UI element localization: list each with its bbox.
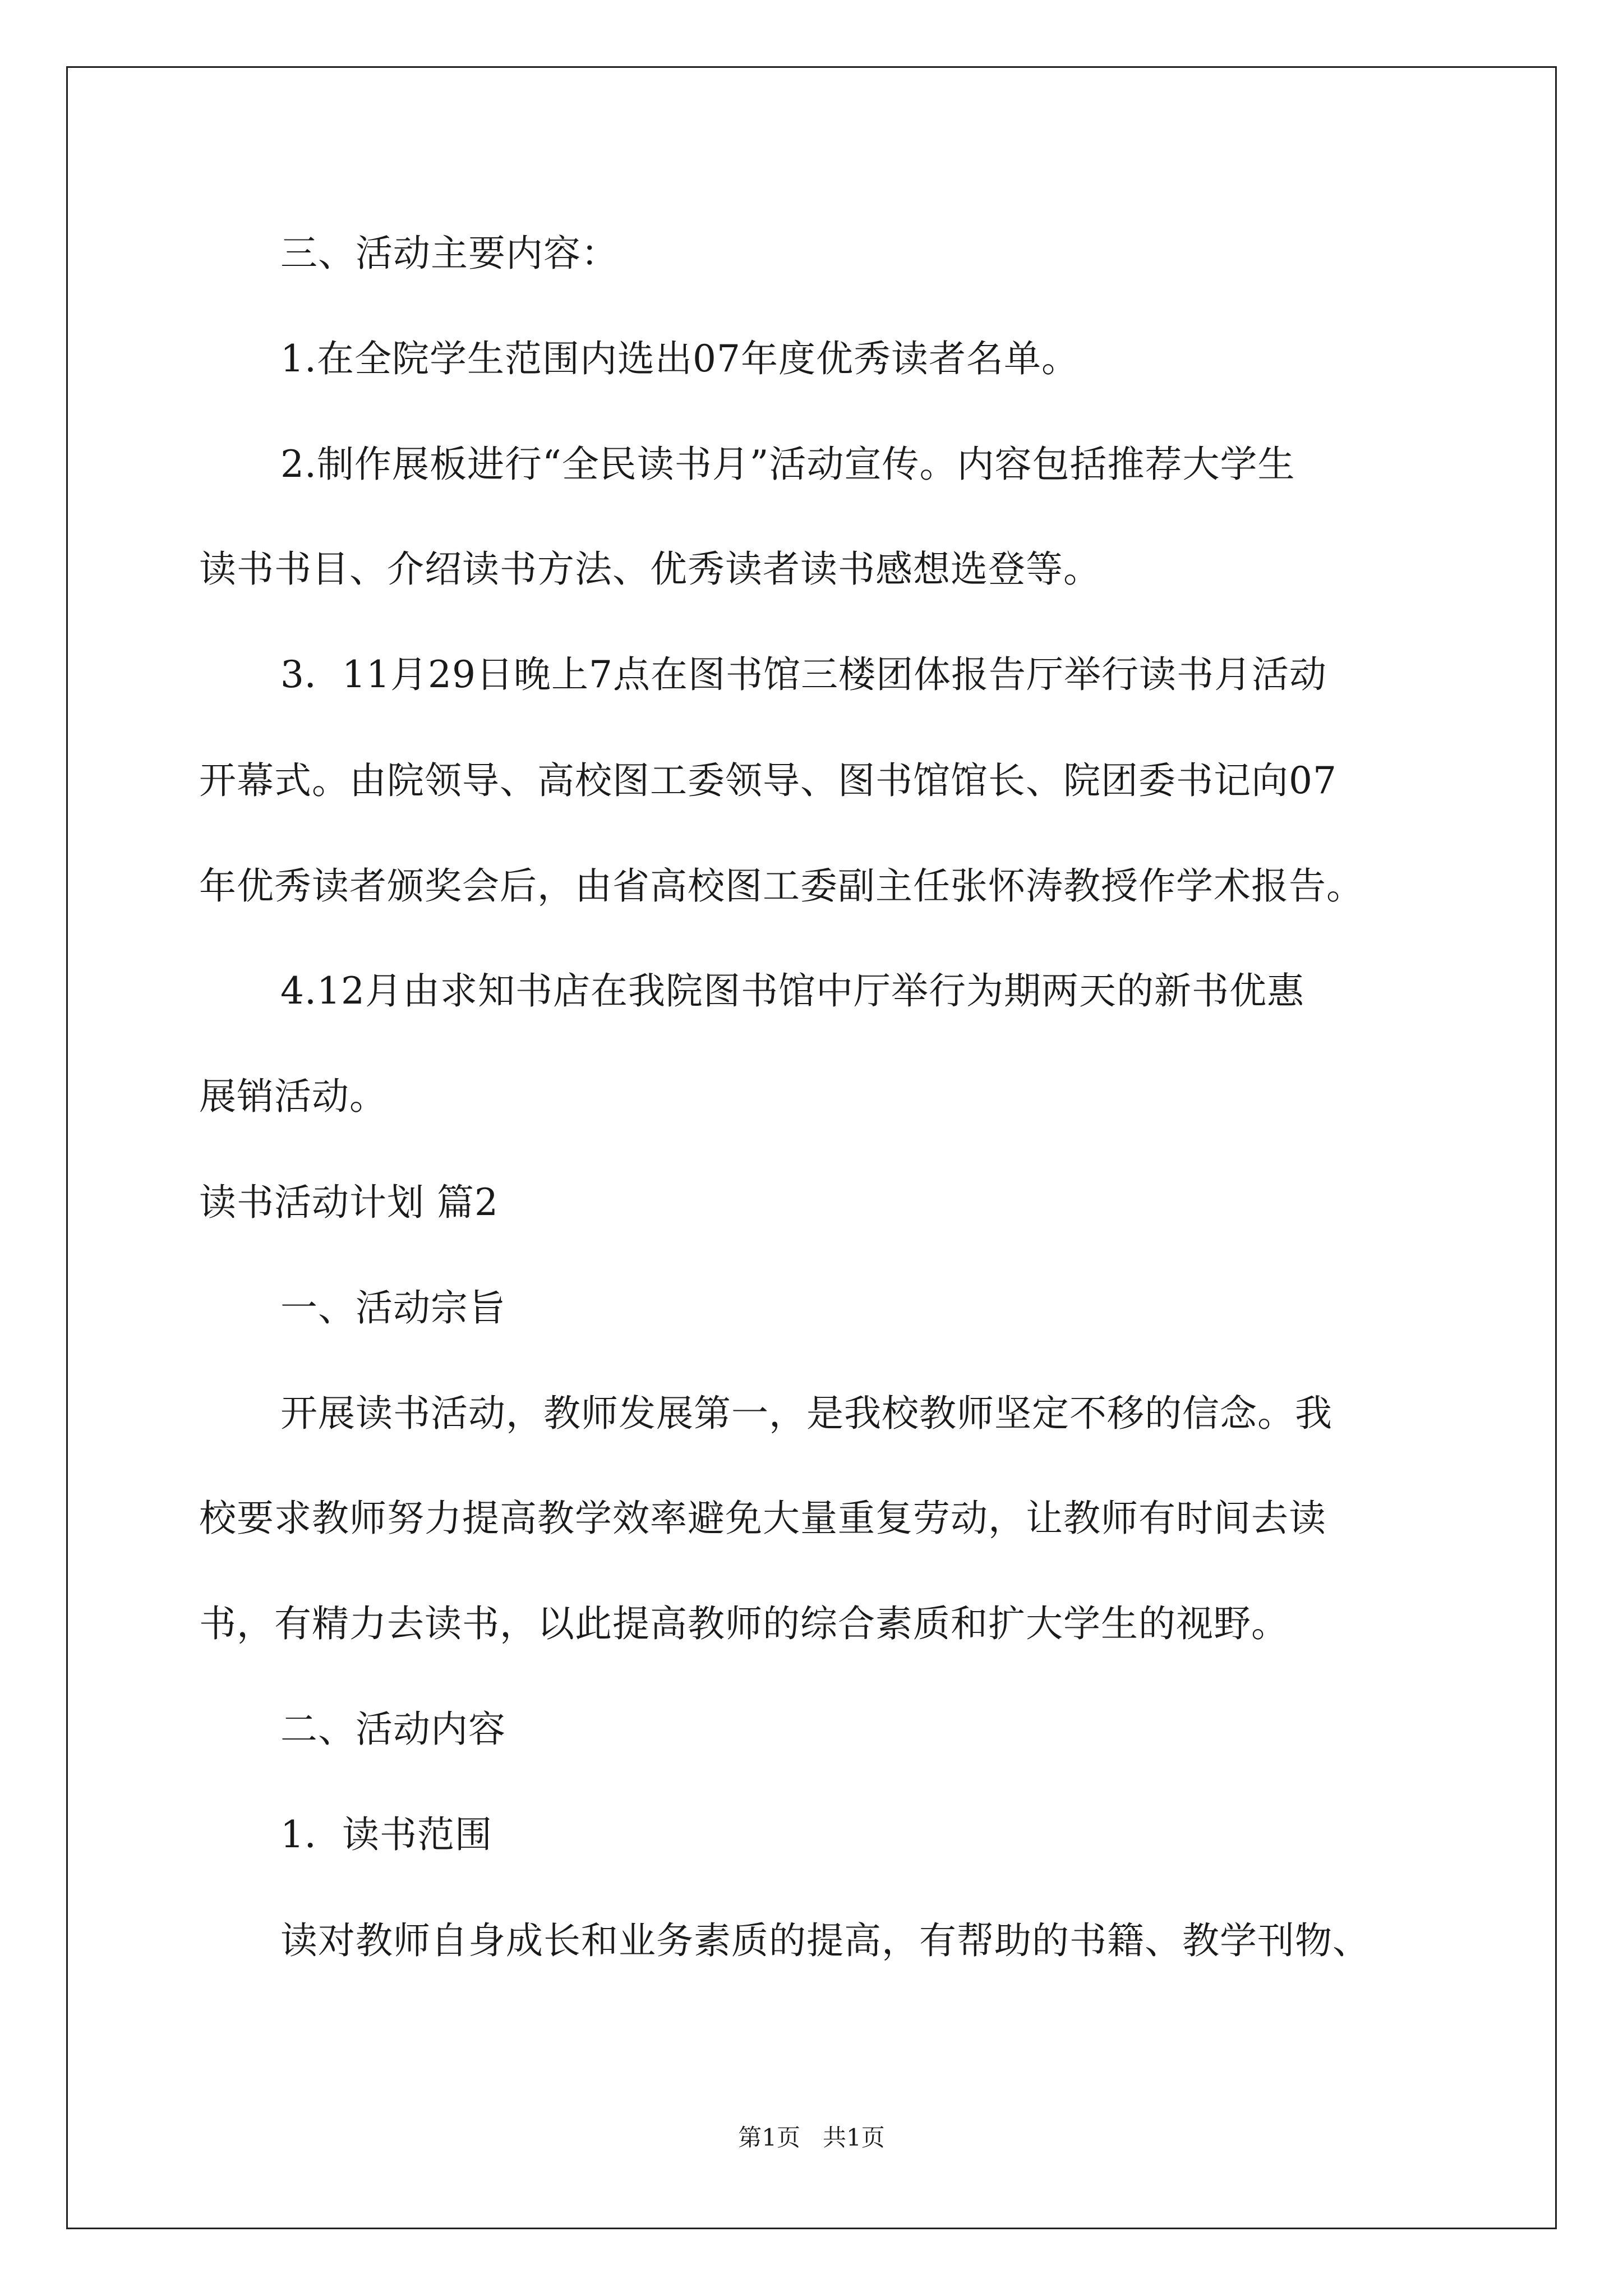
text-line: 读书书目、介绍读书方法、优秀读者读书感想选登等。 — [199, 547, 1101, 591]
text-line: 3．11月29日晚上7点在图书馆三楼团体报告厅举行读书月活动 — [280, 653, 1327, 696]
text-line: 1.在全院学生范围内选出07年度优秀读者名单。 — [280, 337, 1079, 380]
text-line: 三、活动主要内容： — [280, 232, 619, 275]
text-line: 2.制作展板进行“全民读书月”活动宣传。内容包括推荐大学生 — [280, 443, 1295, 486]
text-line: 年优秀读者颁奖会后，由省高校图工委副主任张怀涛教授作学术报告。 — [199, 864, 1364, 908]
page-number-footer: 第1页 共1页 — [738, 2124, 885, 2151]
text-line: 1．读书范围 — [280, 1813, 492, 1856]
page-border — [66, 66, 1557, 2229]
section-heading: 读书活动计划 篇2 — [199, 1181, 499, 1224]
text-line: 二、活动内容 — [280, 1708, 506, 1751]
text-line: 4.12月由求知书店在我院图书馆中厅举行为期两天的新书优惠 — [280, 969, 1304, 1013]
text-line: 展销活动。 — [199, 1075, 387, 1118]
text-line: 读对教师自身成长和业务素质的提高，有帮助的书籍、教学刊物、 — [280, 1919, 1370, 1962]
text-line: 校要求教师努力提高教学效率避免大量重复劳动，让教师有时间去读 — [199, 1497, 1326, 1540]
text-line: 一、活动宗旨 — [280, 1286, 506, 1329]
text-line: 开展读书活动，教师发展第一，是我校教师坚定不移的信念。我 — [280, 1392, 1332, 1435]
text-line: 书，有精力去读书，以此提高教师的综合素质和扩大学生的视野。 — [199, 1602, 1289, 1645]
text-line: 开幕式。由院领导、高校图工委领导、图书馆馆长、院团委书记向07 — [199, 759, 1337, 802]
